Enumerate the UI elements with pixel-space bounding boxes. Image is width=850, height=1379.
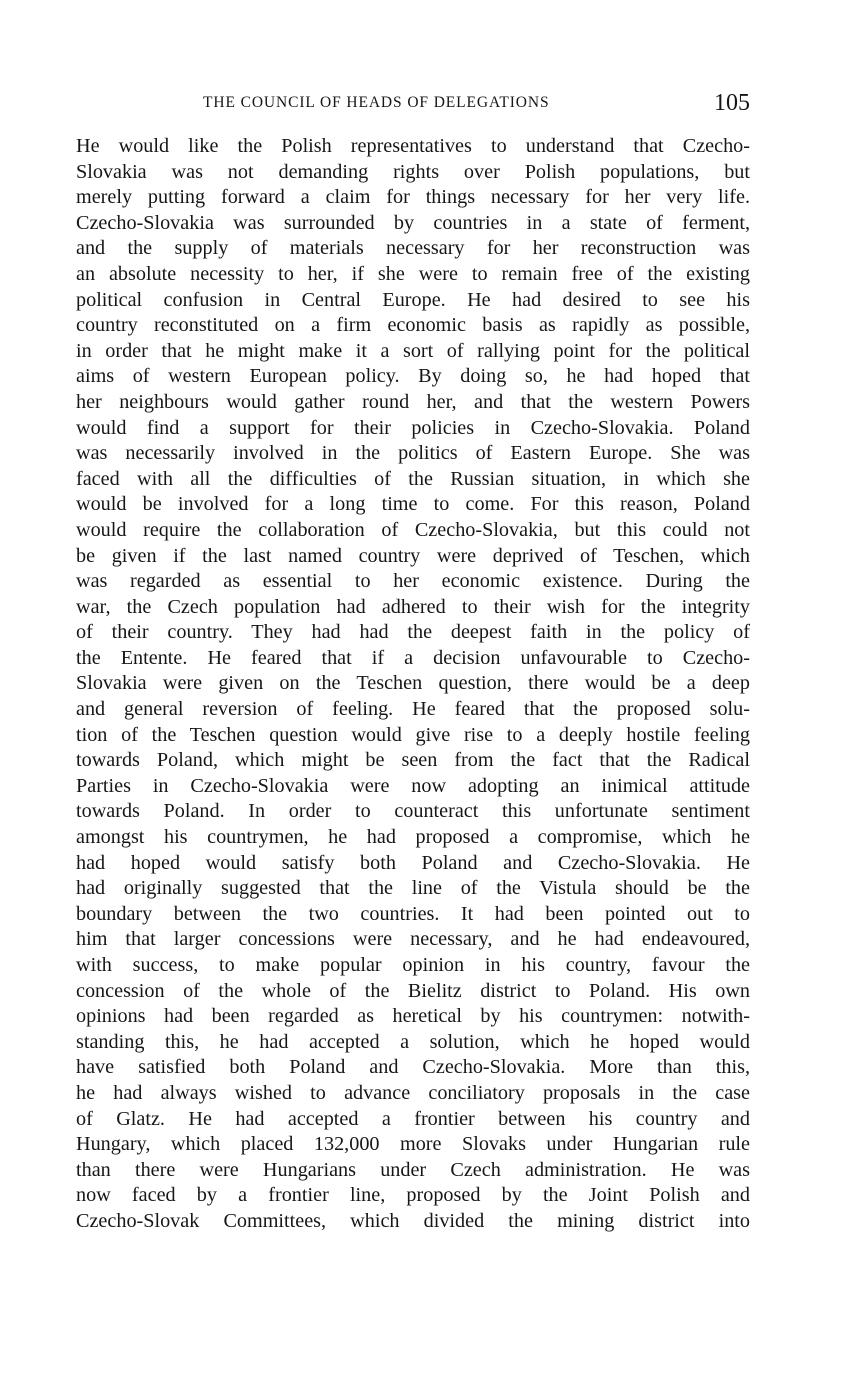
body-paragraph bbox=[76, 134, 750, 1235]
text-line: of Glatz. He had accepted a frontier between his country and bbox=[76, 1107, 750, 1130]
text-line: country reconstituted on a firm economic basis as rapidly as possible, bbox=[76, 314, 750, 337]
text-line: amongst his countrymen, he had proposed a compromise, which he bbox=[76, 826, 750, 849]
text-line: had originally suggested that the line of the Vistula should be the bbox=[76, 877, 750, 900]
running-title: THE COUNCIL OF HEADS OF DELEGATIONS bbox=[203, 94, 550, 111]
text-line: had hoped would satisfy both Poland and Czecho-Slovakia. He bbox=[76, 851, 750, 874]
text-line: was regarded as essential to her economic existence. During the bbox=[76, 570, 750, 593]
text-line: Parties in Czecho-Slovakia were now adopting an inimical attitude bbox=[76, 774, 750, 797]
text-line: in order that he might make it a sort of rallying point for the political bbox=[76, 339, 750, 362]
running-head bbox=[0, 90, 850, 118]
text-line: would be involved for a long time to come. For this reason, Poland bbox=[76, 493, 750, 516]
text-line: aims of western European policy. By doing so, he had hoped that bbox=[76, 365, 750, 388]
text-line: Hungary, which placed 132,000 more Slovaks under Hungarian rule bbox=[76, 1133, 750, 1156]
text-line: concession of the whole of the Bielitz district to Poland. His own bbox=[76, 979, 750, 1002]
text-line: have satisfied both Poland and Czecho-Slovakia. More than this, bbox=[76, 1056, 750, 1079]
text-line: tion of the Teschen question would give rise to a deeply hostile feeling bbox=[76, 723, 750, 746]
text-line: Czecho-Slovakia was surrounded by countries in a state of ferment, bbox=[76, 211, 750, 234]
text-line: he had always wished to advance conciliatory proposals in the case bbox=[76, 1081, 750, 1104]
text-line: war, the Czech population had adhered to their wish for the integrity bbox=[76, 595, 750, 618]
text-line: standing this, he had accepted a solution, which he hoped would bbox=[76, 1030, 750, 1053]
text-line: with success, to make popular opinion in his country, favour the bbox=[76, 954, 750, 976]
page-number: 105 bbox=[714, 90, 750, 116]
text-line: would find a support for their policies in Czecho-Slovakia. Poland bbox=[76, 416, 750, 439]
text-line: was necessarily involved in the politics of Eastern Europe. She was bbox=[76, 442, 750, 465]
text-line: than there were Hungarians under Czech administration. He was bbox=[76, 1158, 750, 1181]
text-line: him that larger concessions were necessary, and he had endeavoured, bbox=[76, 928, 750, 951]
text-line: of their country. They had had the deepest faith in the policy of bbox=[76, 621, 750, 644]
text-line: and general reversion of feeling. He feared that the proposed solu- bbox=[76, 698, 750, 721]
text-line: and the supply of materials necessary for her reconstruction was bbox=[76, 237, 750, 260]
text-line: an absolute necessity to her, if she were to remain free of the existing bbox=[76, 262, 750, 285]
text-line: Slovakia were given on the Teschen question, there would be a deep bbox=[76, 672, 750, 695]
text-line: political confusion in Central Europe. He had desired to see his bbox=[76, 288, 750, 311]
text-line: would require the collaboration of Czecho-Slovakia, but this could not bbox=[76, 518, 750, 541]
text-line: be given if the last named country were deprived of Teschen, which bbox=[76, 544, 750, 567]
text-line: the Entente. He feared that if a decision unfavourable to Czecho- bbox=[76, 646, 750, 669]
text-line: her neighbours would gather round her, and that the western Powers bbox=[76, 390, 750, 413]
text-line: towards Poland, which might be seen from the fact that the Radical bbox=[76, 749, 750, 772]
text-line: boundary between the two countries. It had been pointed out to bbox=[76, 902, 750, 925]
text-line: opinions had been regarded as heretical by his countrymen: notwith- bbox=[76, 1005, 750, 1028]
text-line: towards Poland. In order to counteract this unfortunate sentiment bbox=[76, 800, 750, 823]
text-line: Czecho-Slovak Committees, which divided the mining district into bbox=[76, 1209, 750, 1232]
text-line: faced with all the difficulties of the Russian situation, in which she bbox=[76, 467, 750, 490]
text-line: He would like the Polish representatives to understand that Czecho- bbox=[76, 135, 750, 157]
text-line: merely putting forward a claim for things necessary for her very life. bbox=[76, 186, 750, 209]
text-line: Slovakia was not demanding rights over Polish populations, but bbox=[76, 160, 750, 183]
text-line: now faced by a frontier line, proposed by the Joint Polish and bbox=[76, 1184, 750, 1207]
